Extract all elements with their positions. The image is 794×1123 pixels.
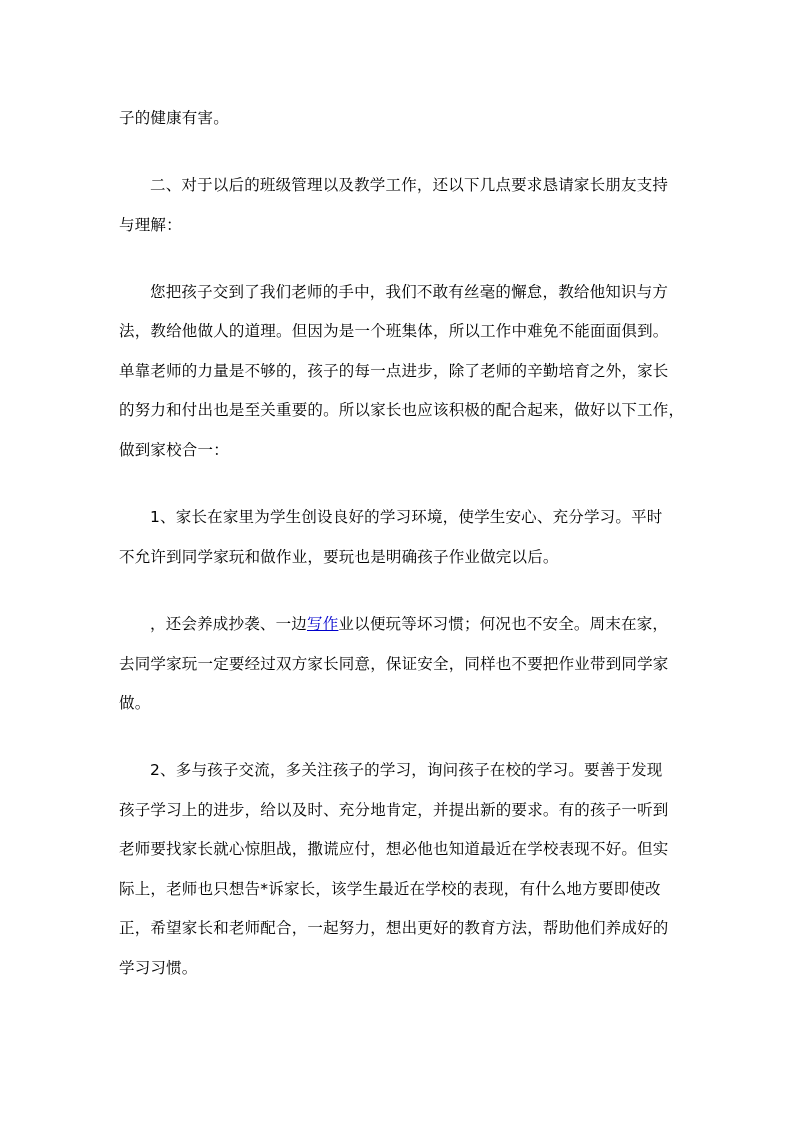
text-line: 2、多与孩子交流，多关注孩子的学习，询问孩子在校的学习。要善于发现 [150,761,663,779]
text-line: 1、家长在家里为学生创设良好的学习环境，使学生安心、充分学习。平时 [150,508,663,526]
text-line: 单靠老师的力量是不够的，孩子的每一点进步，除了老师的辛勤培育之外，家长 [119,362,669,380]
text-line: 正，希望家长和老师配合，一起努力，想出更好的教育方法，帮助他们养成好的 [119,919,669,937]
text-line: 的努力和付出也是至关重要的。所以家长也应该积极的配合起来，做好以下工作， [119,401,685,419]
writing-link[interactable]: 写作 [307,615,339,633]
text-line: 子的健康有害。 [119,109,229,127]
text-line: 法，教给他做人的道理。但因为是一个班集体，所以工作中难免不能面面俱到。 [119,322,669,340]
text-line: 去同学家玩一定要经过双方家长同意，保证安全，同样也不要把作业带到同学家 [119,655,669,673]
text-line: 做。 [119,694,151,712]
text-line: 与理解： [119,216,182,234]
text-line: 学习习惯。 [119,959,198,977]
text-line: 孩子学习上的进步，给以及时、充分地肯定，并提出新的要求。有的孩子一听到 [119,801,669,819]
text-line: 老师要找家长就心惊胆战，撒谎应付，想必他也知道最近在学校表现不好。但实 [119,840,669,858]
text-line: 做到家校合一： [119,441,229,459]
text-line-with-link [150,614,668,634]
text-line: 二、对于以后的班级管理以及教学工作，还以下几点要求恳请家长朋友支持 [150,176,669,194]
text-line: 际上，老师也只想告*诉家长，该学生最近在学校的表现，有什么地方要即使改 [119,880,661,898]
text-segment: ，还会养成抄袭、一边 [150,615,308,633]
text-line: 不允许到同学家玩和做作业，要玩也是明确孩子作业做完以后。 [119,548,559,566]
text-line: 您把孩子交到了我们老师的手中，我们不敢有丝毫的懈怠，教给他知识与方 [150,283,669,301]
text-segment: 业以便玩等坏习惯；何况也不安全。周末在家， [338,615,669,633]
